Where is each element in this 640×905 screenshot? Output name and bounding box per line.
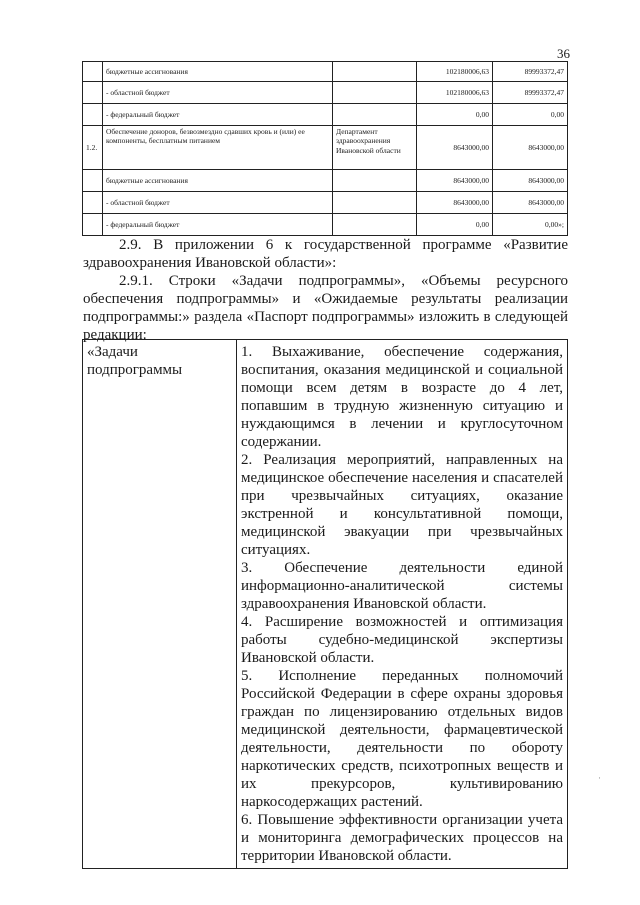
row-value-2: 89993372,47: [493, 62, 568, 82]
task-item: 2. Реализация мероприятий, направленных на медицинское обеспечение населения и спасателей при чрезвычайных ситуациях, оказание экстренной и консультативной помощи, медицинской эвакуации при чрезвычайных ситуациях.: [241, 452, 563, 558]
row-executor: [333, 62, 417, 82]
row-label: бюджетные ассигнования: [103, 62, 333, 82]
budget-row: [83, 170, 568, 192]
row-value-2: 8643000,00: [493, 170, 568, 192]
row-value-2: 0,00: [493, 104, 568, 126]
row-executor: [333, 82, 417, 104]
row-executor: [333, 104, 417, 126]
row-value-1: 8643000,00: [417, 192, 493, 214]
row-value-1: 102180006,63: [417, 82, 493, 104]
row-number: [83, 170, 103, 192]
task-item: 5. Исполнение переданных полномочий Российской Федерации в сфере охраны здоровья граждан по лицензированию отдельных видов медицинской деятельности, фармацевтической деятельности, деятельности по обороту наркотических средств, психотропных веществ и их прекурсоров, культивированию наркосодержащих растений.: [241, 668, 563, 810]
task-item: 1. Выхаживание, обеспечение содержания, воспитания, оказания медицинской и социальной помощи всем детям в возрасте до 4 лет, попавшим в трудную жизненную ситуацию и нуждающимся в лечении и круглосуточном содержании.: [241, 344, 563, 450]
row-number: [83, 62, 103, 82]
task-item: 6. Повышение эффективности организации учета и мониторинга демографических процессов на территории Ивановской области.: [241, 812, 563, 864]
budget-row: [83, 214, 568, 236]
passport-table: [82, 339, 568, 869]
row-number: [83, 82, 103, 104]
budget-row: [83, 62, 568, 82]
row-number: 1.2.: [83, 126, 103, 170]
row-value-1: 8643000,00: [417, 126, 493, 170]
row-value-1: 0,00: [417, 214, 493, 236]
task-item: 3. Обеспечение деятельности единой информационно-аналитической системы здравоохранения Ивановской области.: [241, 560, 563, 612]
task-item: 4. Расширение возможностей и оптимизация работы судебно-медицинской экспертизы Ивановской области.: [241, 614, 563, 666]
row-executor: Департамент здравоохранения Ивановской области: [333, 126, 417, 170]
budget-row: [83, 82, 568, 104]
row-value-2: 0,00»;: [493, 214, 568, 236]
row-executor: [333, 170, 417, 192]
budget-row: [83, 126, 568, 170]
row-value-1: 102180006,63: [417, 62, 493, 82]
passport-tasks-cell: [237, 340, 568, 869]
row-value-1: 0,00: [417, 104, 493, 126]
row-number: [83, 214, 103, 236]
paragraph-2-9-1: 2.9.1. Строки «Задачи подпрограммы», «Объемы ресурсного обеспечения подпрограммы» и «Ожидаемые результаты реализации подпрограммы:» раздела «Паспорт подпрограммы» изложить в следующей редакции:: [83, 273, 568, 343]
row-label: - областной бюджет: [103, 82, 333, 104]
budget-row: [83, 192, 568, 214]
budget-table: [82, 61, 568, 236]
row-value-2: 8643000,00: [493, 126, 568, 170]
row-executor: [333, 192, 417, 214]
row-value-1: 8643000,00: [417, 170, 493, 192]
paragraph-2-9: 2.9. В приложении 6 к государственной программе «Развитие здравоохранения Ивановской области»:: [83, 237, 568, 271]
row-executor: [333, 214, 417, 236]
row-number: [83, 104, 103, 126]
row-value-2: 89993372,47: [493, 82, 568, 104]
row-label: - областной бюджет: [103, 192, 333, 214]
row-number: [83, 192, 103, 214]
margin-mark: ·: [598, 773, 601, 783]
row-label: Обеспечение доноров, безвозмездно сдавших кровь и (или) ее компоненты, бесплатным питанием: [103, 126, 333, 170]
passport-label: «Задачи подпрограммы: [83, 340, 237, 869]
row-label: бюджетные ассигнования: [103, 170, 333, 192]
row-label: - федеральный бюджет: [103, 104, 333, 126]
row-label: - федеральный бюджет: [103, 214, 333, 236]
budget-row: [83, 104, 568, 126]
page-number: 36: [557, 46, 570, 61]
row-value-2: 8643000,00: [493, 192, 568, 214]
